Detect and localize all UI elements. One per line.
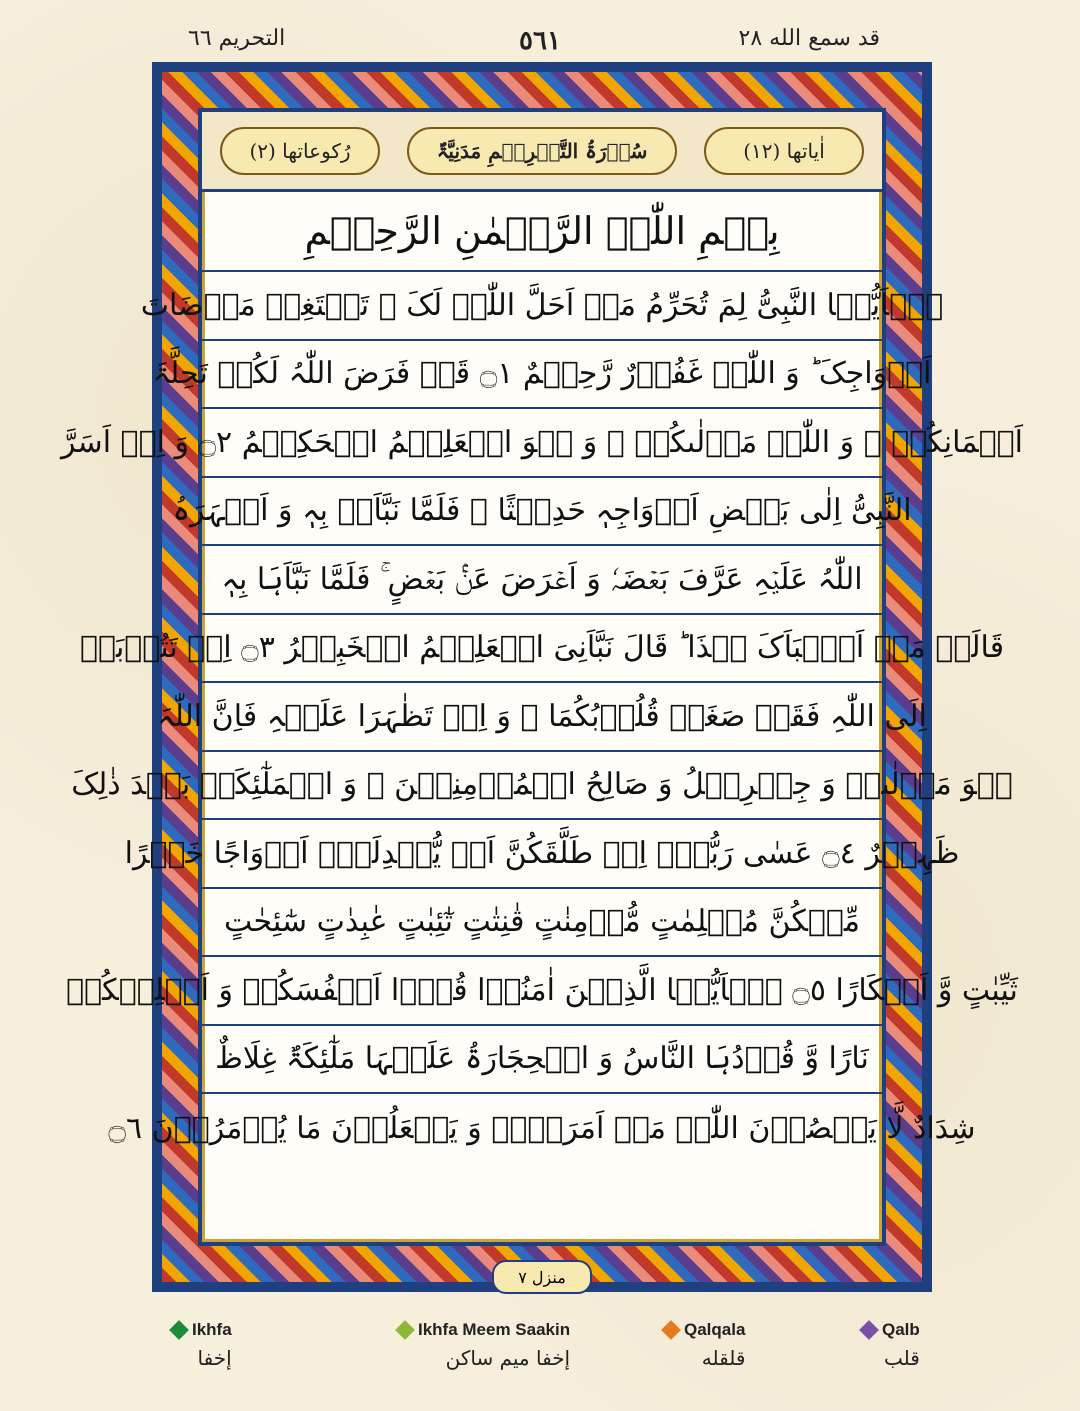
legend-qalb: Qalb قلب	[862, 1320, 920, 1370]
text-line: ہُوَ مَوۡلٰىہُ وَ جِبۡرِیۡلُ وَ صَالِحُ الۡمُؤۡمِنِیۡنَ ۚ وَ الۡمَلٰٓئِکَۃُ بَعۡدَ ذٰلِکَ	[202, 752, 882, 821]
text-line: اللّٰہُ عَلَیۡہِ عَرَّفَ بَعۡضَہٗ وَ اَعۡرَضَ عَنۡۢ بَعۡضٍ ۚ فَلَمَّا نَبَّاَہَا بِہٖ	[202, 546, 882, 615]
quran-lines	[61, 192, 1023, 1242]
legend-ikhfa-meem-saakin: Ikhfa Meem Saakin إخفا میم ساکن	[398, 1320, 570, 1370]
text-line: ثَیِّبٰتٍ وَّ اَبۡکَارًا ۝٥ یٰۤاَیُّہَا الَّذِیۡنَ اٰمَنُوۡا قُوۡۤا اَنۡفُسَکُمۡ وَ اَہۡلِیۡکُمۡ	[202, 957, 882, 1026]
diamond-icon	[661, 1320, 681, 1340]
juz-running-header: قد سمع الله ٢٨	[738, 26, 880, 51]
bismillah-line: بِسۡمِ اللّٰہِ الرَّحۡمٰنِ الرَّحِیۡمِ	[202, 192, 882, 272]
diamond-icon	[395, 1320, 415, 1340]
text-line: نَارًا وَّ قُوۡدُہَا النَّاسُ وَ الۡحِجَارَۃُ عَلَیۡہَا مَلٰٓئِکَۃٌ غِلَاظٌ	[202, 1026, 882, 1095]
tajweed-legend	[0, 1320, 1080, 1400]
text-line: النَّبِیُّ اِلٰی بَعۡضِ اَزۡوَاجِہٖ حَدِیۡثًا ۚ فَلَمَّا نَبَّاَتۡ بِہٖ وَ اَظۡہَرَہُ	[202, 478, 882, 547]
page-number: ٥٦١	[519, 26, 561, 56]
legend-qalqala: Qalqala قلقله	[664, 1320, 745, 1370]
text-line: یٰۤاَیُّہَا النَّبِیُّ لِمَ تُحَرِّمُ مَاۤ اَحَلَّ اللّٰہُ لَکَ ۚ تَبۡتَغِیۡ مَرۡضَاتَ	[202, 272, 882, 341]
surah-title: سُوۡرَۃُ التَّحۡرِیۡمِ مَدَنِیَّۃٌ	[407, 127, 677, 175]
text-line: قَالَتۡ مَنۡ اَنۡۢبَاَکَ ہٰذَا ؕ قَالَ نَبَّاَنِیَ الۡعَلِیۡمُ الۡخَبِیۡرُ ۝٣ اِنۡ تَتُوۡبَاۤ	[202, 615, 882, 684]
ornamental-border	[61, 62, 1023, 1292]
ayah-count: اٰیاتها (١٢)	[704, 127, 864, 175]
text-line: اَیۡمَانِکُمۡ ۚ وَ اللّٰہُ مَوۡلٰىکُمۡ ۚ وَ ہُوَ الۡعَلِیۡمُ الۡحَکِیۡمُ ۝٢ وَ اِذۡ اَسَرَّ	[202, 409, 882, 478]
text-line: اَزۡوَاجِکَ ؕ وَ اللّٰہُ غَفُوۡرٌ رَّحِیۡمٌ ۝١ قَدۡ فَرَضَ اللّٰہُ لَکُمۡ تَحِلَّۃَ	[202, 341, 882, 410]
legend-ikhfa: Ikhfa إخفا	[172, 1320, 232, 1370]
text-line: ظَہِیۡرٌ ۝٤ عَسٰی رَبُّہٗۤ اِنۡ طَلَّقَکُنَّ اَنۡ یُّبۡدِلَہٗۤ اَزۡوَاجًا خَیۡرًا	[202, 820, 882, 889]
surah-running-header: التحریم ٦٦	[188, 26, 286, 51]
text-line: شِدَادٌ لَّا یَعۡصُوۡنَ اللّٰہَ مَاۤ اَمَرَہُمۡ وَ یَفۡعَلُوۡنَ مَا یُؤۡمَرُوۡنَ ۝٦	[108, 1110, 976, 1146]
text-line: مِّنۡکُنَّ مُسۡلِمٰتٍ مُّؤۡمِنٰتٍ قٰنِتٰتٍ تٰٓئِبٰتٍ عٰبِدٰتٍ سٰٓئِحٰتٍ	[202, 889, 882, 958]
manzil-marker: منزل ٧	[492, 1260, 592, 1294]
surah-header	[202, 112, 882, 192]
diamond-icon	[169, 1320, 189, 1340]
page-top-bar	[0, 26, 1080, 66]
ruku-count: رُکوعاتها (٢)	[220, 127, 380, 175]
text-line: اِلَی اللّٰہِ فَقَدۡ صَغَتۡ قُلُوۡبُکُمَا ۚ وَ اِنۡ تَظٰہَرَا عَلَیۡہِ فَاِنَّ اللّٰہَ	[202, 683, 882, 752]
text-area	[61, 108, 1023, 1246]
diamond-icon	[859, 1320, 879, 1340]
